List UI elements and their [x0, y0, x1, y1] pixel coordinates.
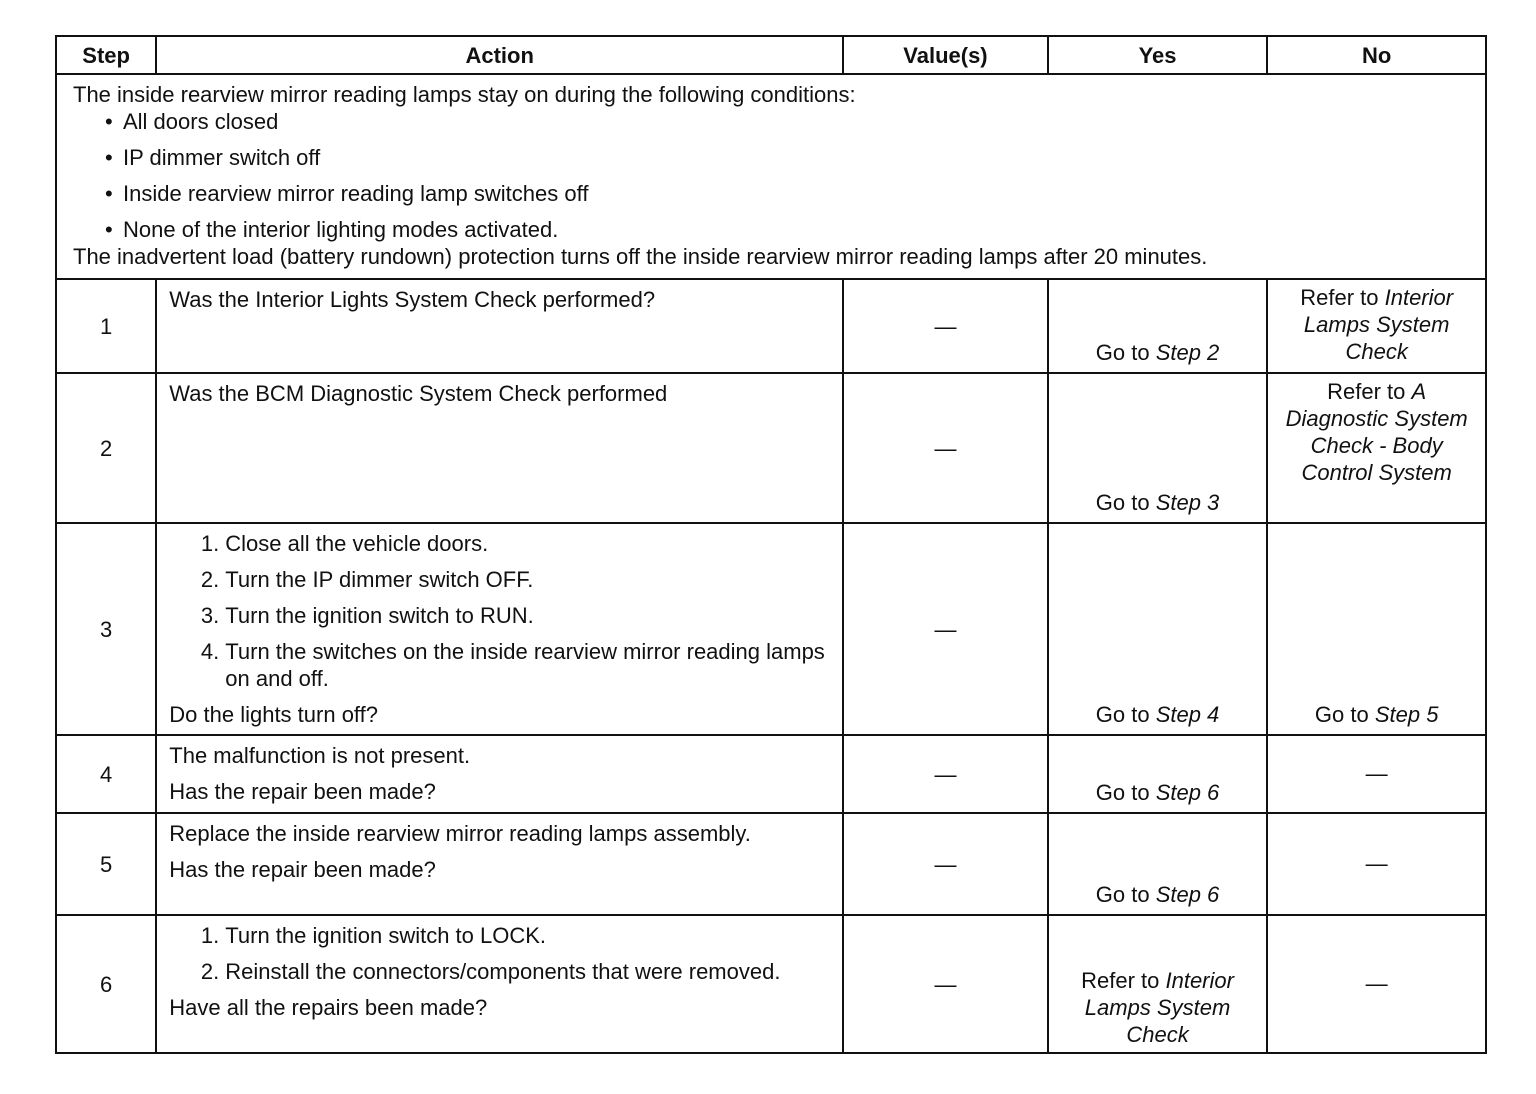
step-row-1	[56, 279, 1486, 373]
step-no	[1267, 523, 1486, 735]
no-prefix: Refer to	[1327, 379, 1412, 404]
step-action	[156, 813, 843, 915]
conditions-list	[73, 108, 1471, 243]
no-reference[interactable]: Step 5	[1374, 702, 1439, 727]
yes-prefix: Go to	[1095, 340, 1156, 365]
yes-prefix: Refer to	[1081, 968, 1166, 993]
step-no	[1267, 373, 1486, 523]
step-number: 6	[56, 915, 156, 1053]
step-instructions	[169, 530, 832, 692]
yes-reference[interactable]: Step 6	[1155, 882, 1220, 907]
yes-reference[interactable]: Step 2	[1155, 340, 1220, 365]
step-question: Has the repair been made?	[169, 857, 436, 882]
yes-reference[interactable]: Interior Lamps System Check	[1084, 968, 1234, 1047]
step-question: Have all the repairs been made?	[169, 995, 488, 1020]
step-instructions	[169, 922, 832, 985]
diagnostic-table-container	[55, 35, 1487, 1054]
intro-row	[56, 74, 1486, 279]
no-reference[interactable]: A Diagnostic System Check - Body Control System	[1285, 379, 1468, 485]
step-yes	[1048, 523, 1268, 735]
instruction-item: 1. Turn the ignition switch to LOCK.	[200, 923, 547, 948]
header-row	[56, 36, 1486, 74]
step-statement: The malfunction is not present.	[169, 743, 471, 768]
step-yes	[1048, 915, 1268, 1053]
step-question: Has the repair been made?	[169, 779, 436, 804]
yes-reference[interactable]: Step 3	[1155, 490, 1220, 515]
instruction-item: 1. Close all the vehicle doors.	[200, 531, 489, 556]
yes-reference[interactable]: Step 4	[1155, 702, 1220, 727]
step-value: —	[843, 915, 1048, 1053]
instruction-item: 4. Turn the switches on the inside rearview mirror reading lamps on and off.	[200, 639, 825, 691]
yes-prefix: Go to	[1095, 780, 1156, 805]
step-row-3	[56, 523, 1486, 735]
step-question: Do the lights turn off?	[169, 702, 378, 727]
step-number: 5	[56, 813, 156, 915]
step-value: —	[843, 523, 1048, 735]
condition-item: • None of the interior lighting modes activated.	[105, 216, 1471, 243]
step-no	[1267, 279, 1486, 373]
instruction-item: 2. Turn the IP dimmer switch OFF.	[200, 567, 534, 592]
step-statement: Replace the inside rearview mirror reading lamps assembly.	[169, 821, 751, 846]
yes-prefix: Go to	[1095, 490, 1156, 515]
step-number: 1	[56, 279, 156, 373]
step-row-2	[56, 373, 1486, 523]
instruction-item: 3. Turn the ignition switch to RUN.	[200, 603, 534, 628]
condition-item: • IP dimmer switch off	[105, 144, 1471, 171]
intro-note: The inadvertent load (battery rundown) protection turns off the inside rearview mirror reading lamps after 20 minutes.	[73, 244, 1208, 269]
header-yes: Yes	[1048, 36, 1268, 74]
intro-lead: The inside rearview mirror reading lamps stay on during the following conditions:	[73, 82, 856, 107]
step-action	[156, 735, 843, 813]
step-yes	[1048, 735, 1268, 813]
intro-cell	[56, 74, 1486, 279]
no-prefix: Refer to	[1300, 285, 1385, 310]
instruction-item: 2. Reinstall the connectors/components that were removed.	[200, 959, 781, 984]
step-no: —	[1267, 813, 1486, 915]
condition-item: • All doors closed	[105, 108, 1471, 135]
condition-item: • Inside rearview mirror reading lamp switches off	[105, 180, 1471, 207]
header-no: No	[1267, 36, 1486, 74]
step-no: —	[1267, 915, 1486, 1053]
header-step: Step	[56, 36, 156, 74]
yes-reference[interactable]: Step 6	[1155, 780, 1220, 805]
step-number: 2	[56, 373, 156, 523]
yes-prefix: Go to	[1095, 882, 1156, 907]
step-row-4	[56, 735, 1486, 813]
step-question: Was the BCM Diagnostic System Check performed	[169, 381, 668, 406]
no-reference[interactable]: Interior Lamps System Check	[1303, 285, 1454, 364]
step-question: Was the Interior Lights System Check performed?	[169, 287, 656, 312]
header-values: Value(s)	[843, 36, 1048, 74]
step-action	[156, 373, 843, 523]
step-yes	[1048, 373, 1268, 523]
step-action	[156, 279, 843, 373]
step-no: —	[1267, 735, 1486, 813]
step-yes	[1048, 279, 1268, 373]
step-row-6	[56, 915, 1486, 1053]
header-action: Action	[156, 36, 843, 74]
diagnostic-table	[55, 35, 1487, 1054]
step-yes	[1048, 813, 1268, 915]
step-row-5	[56, 813, 1486, 915]
yes-prefix: Go to	[1095, 702, 1156, 727]
step-value: —	[843, 735, 1048, 813]
step-value: —	[843, 279, 1048, 373]
step-action	[156, 523, 843, 735]
step-value: —	[843, 813, 1048, 915]
step-number: 3	[56, 523, 156, 735]
no-prefix: Go to	[1314, 702, 1375, 727]
step-value: —	[843, 373, 1048, 523]
step-number: 4	[56, 735, 156, 813]
step-action	[156, 915, 843, 1053]
